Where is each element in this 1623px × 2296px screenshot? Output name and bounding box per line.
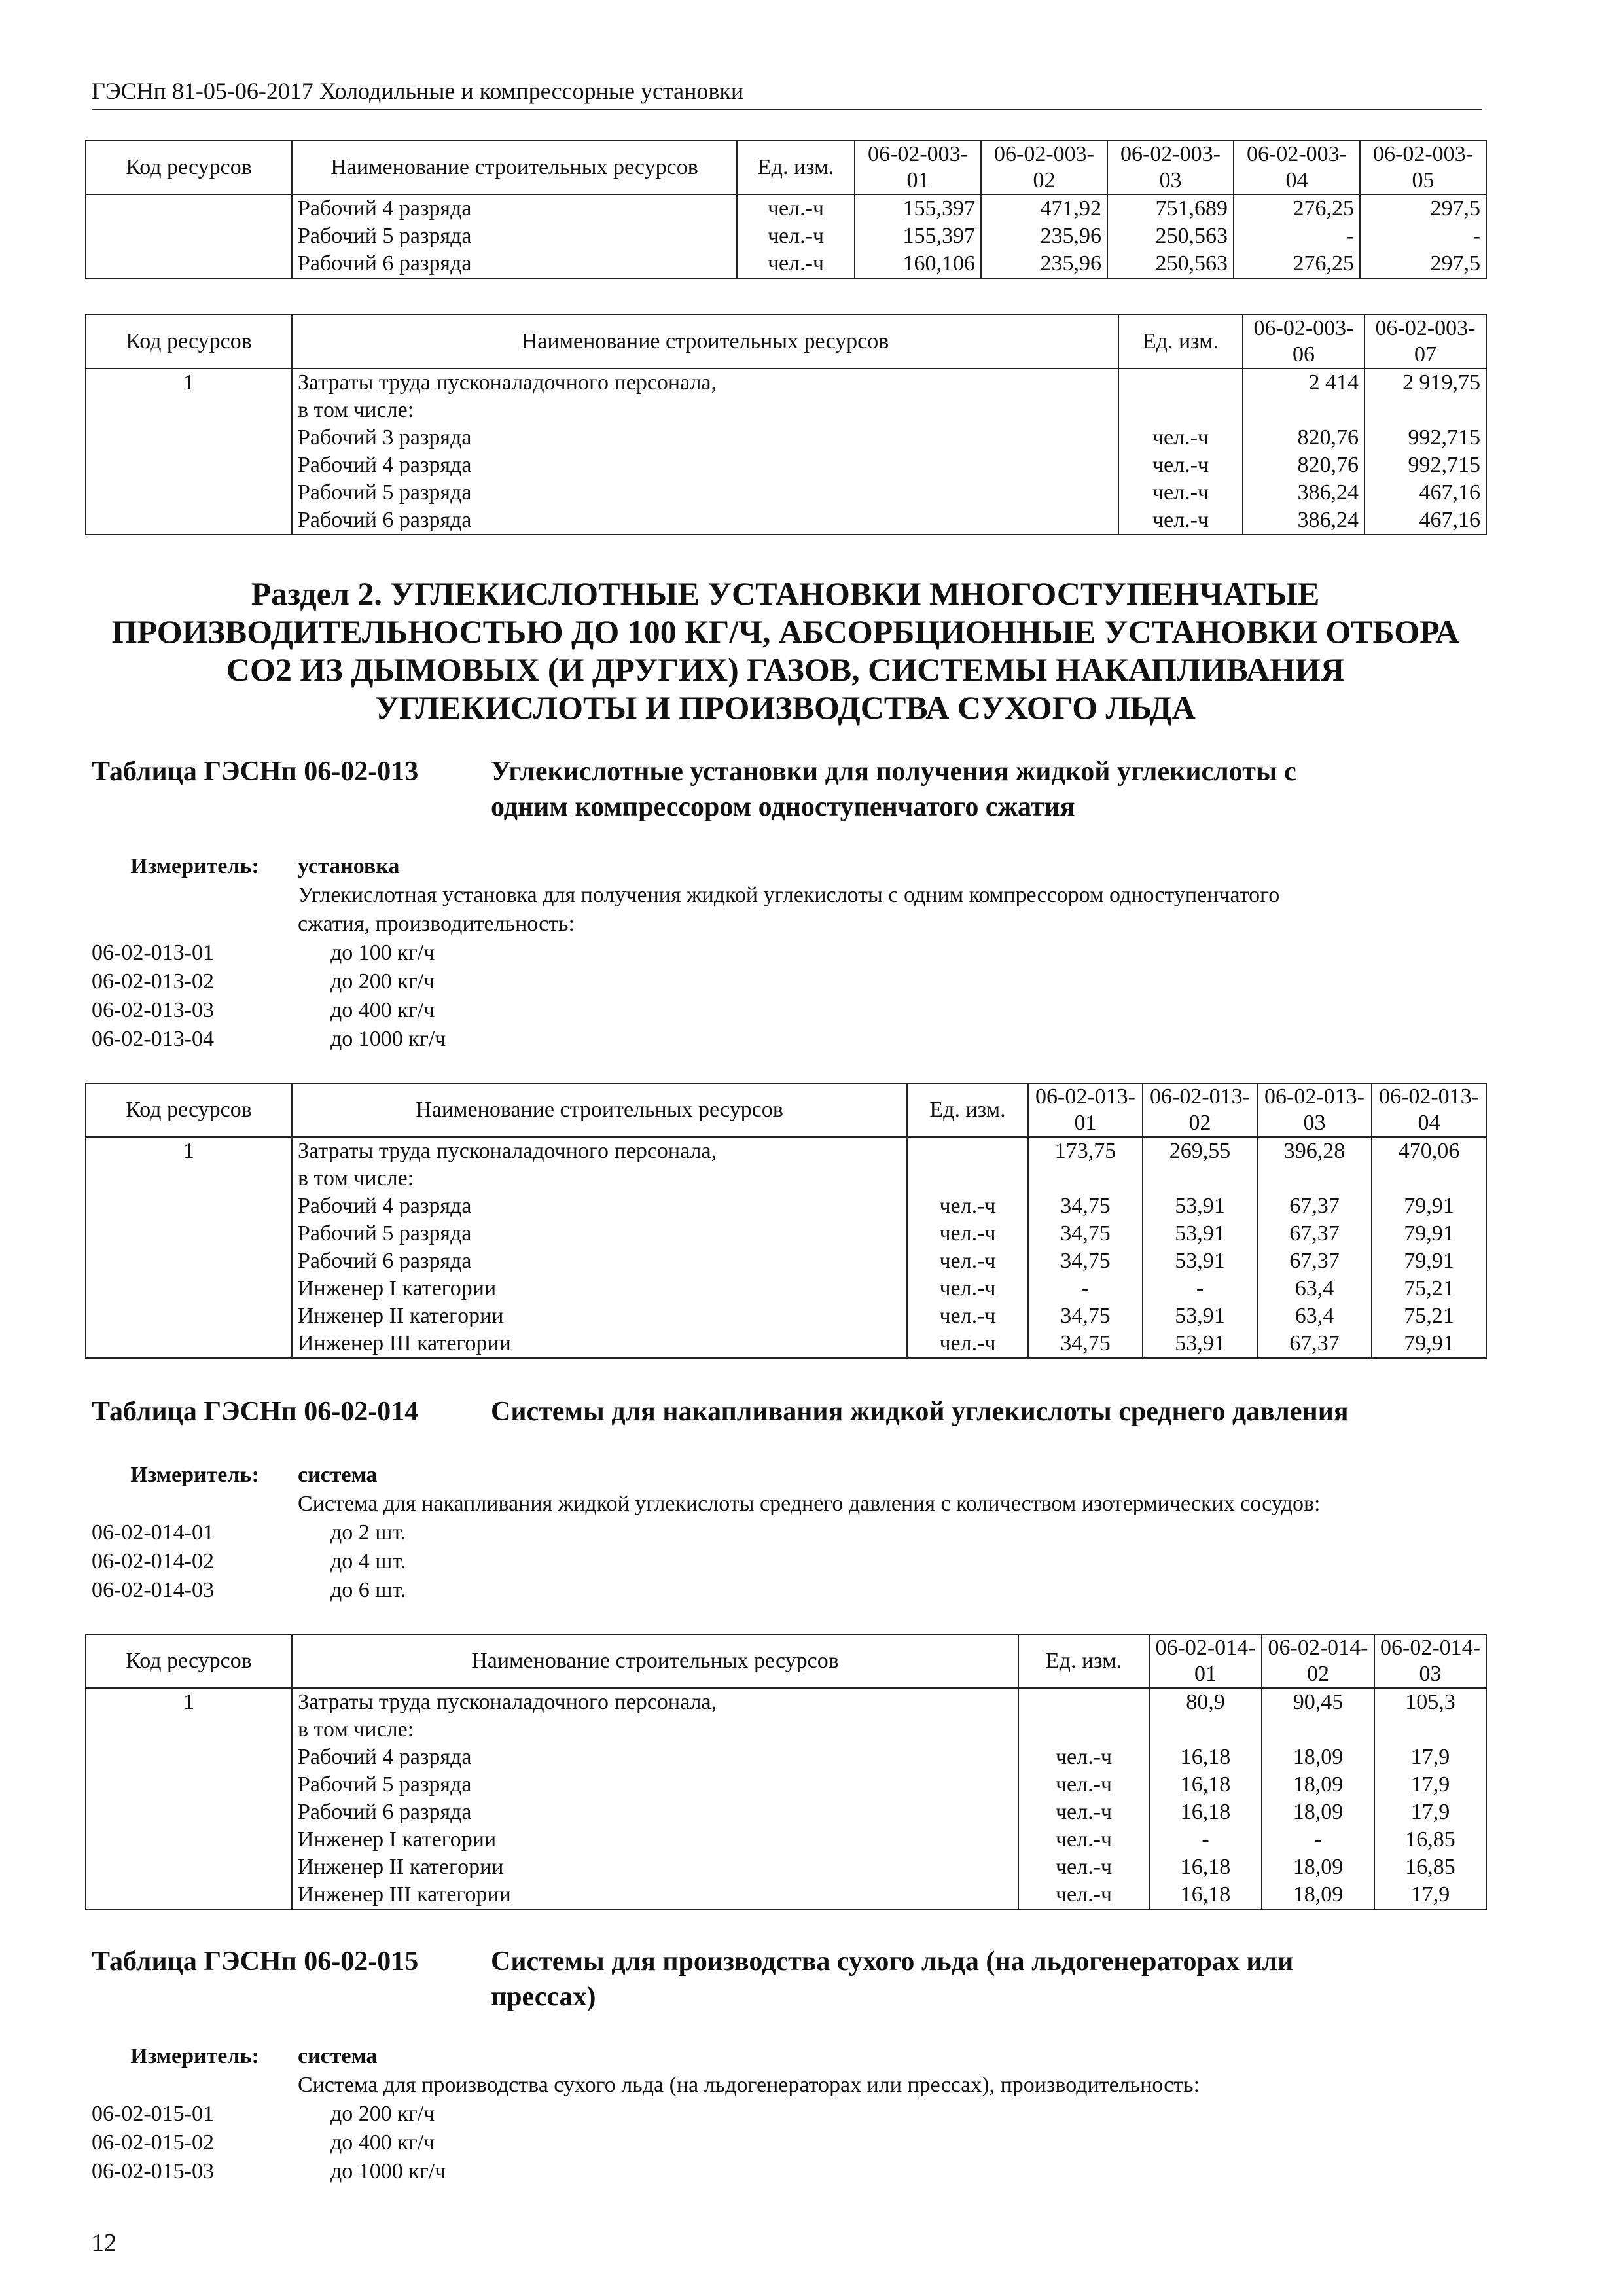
cell-code [86,1220,292,1247]
table-row [86,452,1486,479]
cell-unit [1118,368,1243,397]
cell-code: 1 [86,1688,292,1716]
table-row [86,1330,1486,1358]
col-header-norm: 06-02-003-04 [1234,141,1360,194]
cell-value: 53,91 [1143,1220,1257,1247]
cell-resource-name: Инженер III категории [292,1881,1018,1909]
cell-resource-name: Рабочий 4 разряда [292,1193,907,1220]
cell-value: 67,37 [1257,1247,1372,1275]
cell-unit [907,1165,1028,1193]
cell-resource-name: Рабочий 4 разряда [292,194,737,223]
cell-value: 297,5 [1360,194,1486,223]
cell-unit [1018,1716,1149,1744]
cell-resource-name: Инженер II категории [292,1302,907,1330]
measure-description: Система для производства сухого льда (на льдогенераторах или прессах), производительность: [298,2073,1200,2097]
cell-resource-name: Затраты труда пусконаладочного персонала, [292,368,1118,397]
table-title-line: прессах) [491,1982,596,2012]
table-row [86,1275,1486,1302]
cell-value: 67,37 [1257,1220,1372,1247]
cell-value: - [1149,1826,1262,1854]
cell-code [86,1744,292,1771]
cell-resource-name: Рабочий 6 разряда [292,1247,907,1275]
cell-value: 16,85 [1374,1854,1486,1881]
cell-resource-name: Рабочий 6 разряда [292,250,737,278]
cell-code [86,223,292,250]
cell-unit: чел.-ч [907,1275,1028,1302]
table-row [86,194,1486,223]
cell-value: 67,37 [1257,1193,1372,1220]
cell-value: 18,09 [1262,1881,1374,1909]
cell-code [86,1881,292,1909]
col-header-unit: Ед. изм. [907,1083,1028,1137]
cell-value: 467,16 [1364,507,1486,535]
section-title-line: СО2 ИЗ ДЫМОВЫХ (И ДРУГИХ) ГАЗОВ, СИСТЕМЫ НАКАПЛИВАНИЯ [226,651,1345,688]
cell-value: 79,91 [1372,1247,1486,1275]
cell-resource-name: Рабочий 5 разряда [292,223,737,250]
cell-unit [1118,397,1243,424]
measure-label: Измеритель: [130,2044,259,2068]
cell-code: 1 [86,368,292,397]
col-header-norm: 06-02-003-06 [1243,315,1364,368]
item-code: 06-02-013-04 [92,1027,214,1051]
item-text: до 1000 кг/ч [330,2159,446,2183]
cell-value: 80,9 [1149,1688,1262,1716]
col-header-norm: 06-02-003-02 [981,141,1107,194]
cell-value: 297,5 [1360,250,1486,278]
table-013-title [92,754,1492,825]
cell-resource-name: Рабочий 5 разряда [292,479,1118,507]
cell-code [86,1302,292,1330]
cell-value [1374,1716,1486,1744]
col-header-name: Наименование строительных ресурсов [292,141,737,194]
table-row [86,1193,1486,1220]
cell-value: 17,9 [1374,1744,1486,1771]
cell-value: - [1234,223,1360,250]
table-label: Таблица ГЭСНп 06-02-013 [92,757,419,787]
cell-value: - [1262,1826,1374,1854]
cell-unit: чел.-ч [1018,1799,1149,1826]
measure-unit: система [298,2044,378,2068]
item-code: 06-02-013-01 [92,941,214,965]
cell-resource-name: Затраты труда пусконаладочного персонала, [292,1137,907,1165]
item-text: до 400 кг/ч [330,998,435,1022]
cell-unit: чел.-ч [1018,1881,1149,1909]
cell-value: 16,18 [1149,1881,1262,1909]
cell-unit: чел.-ч [1118,424,1243,452]
cell-unit: чел.-ч [907,1220,1028,1247]
cell-unit: чел.-ч [907,1247,1028,1275]
cell-value: 18,09 [1262,1744,1374,1771]
cell-value: 105,3 [1374,1688,1486,1716]
cell-code [86,507,292,535]
col-header-code: Код ресурсов [86,1634,292,1688]
table-row [86,250,1486,278]
cell-code [86,1193,292,1220]
cell-code [86,1330,292,1358]
table-row [86,397,1486,424]
cell-value: 250,563 [1107,223,1234,250]
item-text: до 2 шт. [330,1520,406,1545]
col-header-code: Код ресурсов [86,141,292,194]
item-code: 06-02-014-01 [92,1520,214,1545]
col-header-unit: Ед. изм. [1018,1634,1149,1688]
cell-value: 471,92 [981,194,1107,223]
cell-value [1028,1165,1143,1193]
cell-value: 75,21 [1372,1302,1486,1330]
table-row [86,1826,1486,1854]
table-row [86,1137,1486,1165]
measure-label: Измеритель: [130,1463,259,1487]
table-row [86,1165,1486,1193]
table-row [86,1302,1486,1330]
cell-value: - [1360,223,1486,250]
table-row [86,424,1486,452]
col-header-name: Наименование строительных ресурсов [292,1083,907,1137]
col-header-name: Наименование строительных ресурсов [292,315,1118,368]
col-header-name: Наименование строительных ресурсов [292,1634,1018,1688]
cell-value: 276,25 [1234,250,1360,278]
cell-value: 34,75 [1028,1302,1143,1330]
resource-table-003-01-05 [85,140,1487,279]
cell-code [86,1247,292,1275]
cell-value: 155,397 [855,223,981,250]
item-code: 06-02-014-02 [92,1549,214,1573]
cell-code: 1 [86,1137,292,1165]
table-row [86,368,1486,397]
cell-resource-name: в том числе: [292,1716,1018,1744]
cell-value: 470,06 [1372,1137,1486,1165]
col-header-norm: 06-02-003-01 [855,141,981,194]
table-row [86,1771,1486,1799]
cell-unit: чел.-ч [737,250,855,278]
cell-value: 17,9 [1374,1771,1486,1799]
cell-value: - [1143,1275,1257,1302]
cell-value: 63,4 [1257,1302,1372,1330]
cell-value: 53,91 [1143,1247,1257,1275]
cell-value [1243,397,1364,424]
col-header-norm: 06-02-013-02 [1143,1083,1257,1137]
item-code: 06-02-015-01 [92,2102,214,2126]
measure-description: сжатия, производительность: [298,912,575,936]
cell-value: 2 919,75 [1364,368,1486,397]
cell-value: 173,75 [1028,1137,1143,1165]
cell-resource-name: Рабочий 6 разряда [292,507,1118,535]
cell-resource-name: Инженер III категории [292,1330,907,1358]
cell-value: 16,18 [1149,1854,1262,1881]
table-title-line: Системы для производства сухого льда (на льдогенераторах или [491,1946,1294,1977]
cell-value: 79,91 [1372,1220,1486,1247]
cell-resource-name: Рабочий 3 разряда [292,424,1118,452]
cell-value: 467,16 [1364,479,1486,507]
table-row [86,479,1486,507]
cell-unit [1018,1688,1149,1716]
running-header: ГЭСНп 81-05-06-2017 Холодильные и компрессорные установки [92,77,1482,110]
cell-unit [907,1137,1028,1165]
cell-value: 17,9 [1374,1881,1486,1909]
col-header-unit: Ед. изм. [1118,315,1243,368]
cell-value: 16,18 [1149,1799,1262,1826]
cell-code [86,1275,292,1302]
col-header-norm: 06-02-014-01 [1149,1634,1262,1688]
cell-value: - [1028,1275,1143,1302]
cell-value: 67,37 [1257,1330,1372,1358]
cell-value: 235,96 [981,223,1107,250]
cell-unit: чел.-ч [1018,1826,1149,1854]
cell-code [86,1854,292,1881]
page-number: 12 [92,2229,116,2257]
cell-value [1364,397,1486,424]
resource-table-013 [85,1083,1487,1359]
cell-value: 75,21 [1372,1275,1486,1302]
col-header-norm: 06-02-003-03 [1107,141,1234,194]
col-header-norm: 06-02-014-02 [1262,1634,1374,1688]
cell-value: 16,18 [1149,1744,1262,1771]
cell-value: 16,85 [1374,1826,1486,1854]
cell-unit: чел.-ч [1118,479,1243,507]
cell-unit: чел.-ч [737,223,855,250]
table-title-line: Системы для накапливания жидкой углекислоты среднего давления [491,1397,1349,1427]
cell-resource-name: Рабочий 4 разряда [292,452,1118,479]
item-code: 06-02-013-02 [92,969,214,994]
item-text: до 100 кг/ч [330,941,435,965]
cell-resource-name: Рабочий 5 разряда [292,1771,1018,1799]
cell-value: 160,106 [855,250,981,278]
item-text: до 400 кг/ч [330,2130,435,2155]
cell-value: 269,55 [1143,1137,1257,1165]
cell-value [1372,1165,1486,1193]
col-header-unit: Ед. изм. [737,141,855,194]
cell-resource-name: в том числе: [292,397,1118,424]
cell-code [86,452,292,479]
cell-value [1143,1165,1257,1193]
cell-value [1257,1165,1372,1193]
resource-table-003-06-07 [85,314,1487,535]
table-014-measure [92,1461,1492,1605]
section-title [85,575,1486,726]
table-015-title [92,1944,1492,2015]
cell-value: 18,09 [1262,1799,1374,1826]
cell-value: 992,715 [1364,424,1486,452]
cell-code [86,397,292,424]
cell-resource-name: Рабочий 5 разряда [292,1220,907,1247]
cell-unit: чел.-ч [1018,1744,1149,1771]
section-title-line: ПРОИЗВОДИТЕЛЬНОСТЬЮ ДО 100 КГ/Ч, АБСОРБЦИОННЫЕ УСТАНОВКИ ОТБОРА [111,613,1459,650]
cell-value: 18,09 [1262,1854,1374,1881]
table-title-line: одним компрессором одноступенчатого сжатия [491,792,1075,822]
cell-code [86,1771,292,1799]
section-title-line: Раздел 2. УГЛЕКИСЛОТНЫЕ УСТАНОВКИ МНОГОСТУПЕНЧАТЫЕ [251,575,1320,612]
cell-code [86,194,292,223]
cell-resource-name: Инженер I категории [292,1826,1018,1854]
table-013-measure [92,852,1492,1054]
table-row [86,1220,1486,1247]
cell-value: 992,715 [1364,452,1486,479]
col-header-code: Код ресурсов [86,1083,292,1137]
cell-unit: чел.-ч [1118,452,1243,479]
item-text: до 1000 кг/ч [330,1027,446,1051]
cell-resource-name: Затраты труда пусконаладочного персонала, [292,1688,1018,1716]
cell-value: 386,24 [1243,507,1364,535]
item-text: до 6 шт. [330,1578,406,1602]
cell-code [86,1716,292,1744]
cell-value: 34,75 [1028,1220,1143,1247]
table-015-measure [92,2042,1492,2186]
cell-unit: чел.-ч [737,194,855,223]
cell-value: 34,75 [1028,1193,1143,1220]
table-row [86,1688,1486,1716]
cell-value: 250,563 [1107,250,1234,278]
cell-code [86,1799,292,1826]
col-header-norm: 06-02-013-01 [1028,1083,1143,1137]
item-text: до 200 кг/ч [330,2102,435,2126]
table-row [86,1744,1486,1771]
cell-value: 751,689 [1107,194,1234,223]
table-title-line: Углекислотные установки для получения жидкой углекислоты с [491,757,1296,787]
cell-unit: чел.-ч [1118,507,1243,535]
table-014-title [92,1394,1492,1429]
measure-description: Углекислотная установка для получения жидкой углекислоты с одним компрессором одноступенчатого [298,883,1280,907]
cell-unit: чел.-ч [1018,1771,1149,1799]
cell-resource-name: Инженер II категории [292,1854,1018,1881]
cell-value: 386,24 [1243,479,1364,507]
item-code: 06-02-013-03 [92,998,214,1022]
cell-value: 820,76 [1243,452,1364,479]
cell-value: 396,28 [1257,1137,1372,1165]
table-row [86,507,1486,535]
cell-code [86,424,292,452]
table-row [86,1881,1486,1909]
measure-label: Измеритель: [130,854,259,878]
table-label: Таблица ГЭСНп 06-02-014 [92,1397,419,1427]
cell-value: 53,91 [1143,1302,1257,1330]
col-header-norm: 06-02-003-05 [1360,141,1486,194]
cell-value: 235,96 [981,250,1107,278]
cell-resource-name: Рабочий 4 разряда [292,1744,1018,1771]
cell-value: 90,45 [1262,1688,1374,1716]
cell-code [86,479,292,507]
item-text: до 200 кг/ч [330,969,435,994]
cell-value: 18,09 [1262,1771,1374,1799]
col-header-code: Код ресурсов [86,315,292,368]
cell-value [1149,1716,1262,1744]
cell-value: 2 414 [1243,368,1364,397]
col-header-norm: 06-02-013-04 [1372,1083,1486,1137]
item-code: 06-02-015-02 [92,2130,214,2155]
cell-value: 34,75 [1028,1330,1143,1358]
table-row [86,1854,1486,1881]
cell-resource-name: в том числе: [292,1165,907,1193]
cell-code [86,1165,292,1193]
cell-unit: чел.-ч [1018,1854,1149,1881]
cell-resource-name: Инженер I категории [292,1275,907,1302]
table-row [86,1799,1486,1826]
cell-code [86,1826,292,1854]
col-header-norm: 06-02-003-07 [1364,315,1486,368]
cell-unit: чел.-ч [907,1302,1028,1330]
col-header-norm: 06-02-014-03 [1374,1634,1486,1688]
cell-unit: чел.-ч [907,1193,1028,1220]
table-label: Таблица ГЭСНп 06-02-015 [92,1946,419,1977]
measure-description: Система для накапливания жидкой углекислоты среднего давления с количеством изотермических сосудов: [298,1492,1321,1516]
cell-value [1262,1716,1374,1744]
cell-value: 53,91 [1143,1193,1257,1220]
cell-value: 820,76 [1243,424,1364,452]
cell-value: 79,91 [1372,1193,1486,1220]
cell-value: 17,9 [1374,1799,1486,1826]
cell-value: 34,75 [1028,1247,1143,1275]
resource-table-014 [85,1634,1487,1910]
section-title-line: УГЛЕКИСЛОТЫ И ПРОИЗВОДСТВА СУХОГО ЛЬДА [375,689,1196,726]
cell-value: 79,91 [1372,1330,1486,1358]
item-code: 06-02-015-03 [92,2159,214,2183]
cell-value: 63,4 [1257,1275,1372,1302]
item-code: 06-02-014-03 [92,1578,214,1602]
measure-unit: установка [298,854,400,878]
cell-value: 276,25 [1234,194,1360,223]
table-row [86,223,1486,250]
cell-resource-name: Рабочий 6 разряда [292,1799,1018,1826]
col-header-norm: 06-02-013-03 [1257,1083,1372,1137]
cell-value: 155,397 [855,194,981,223]
cell-unit: чел.-ч [907,1330,1028,1358]
cell-code [86,250,292,278]
item-text: до 4 шт. [330,1549,406,1573]
cell-value: 53,91 [1143,1330,1257,1358]
table-row [86,1716,1486,1744]
table-row [86,1247,1486,1275]
cell-value: 16,18 [1149,1771,1262,1799]
measure-unit: система [298,1463,378,1487]
